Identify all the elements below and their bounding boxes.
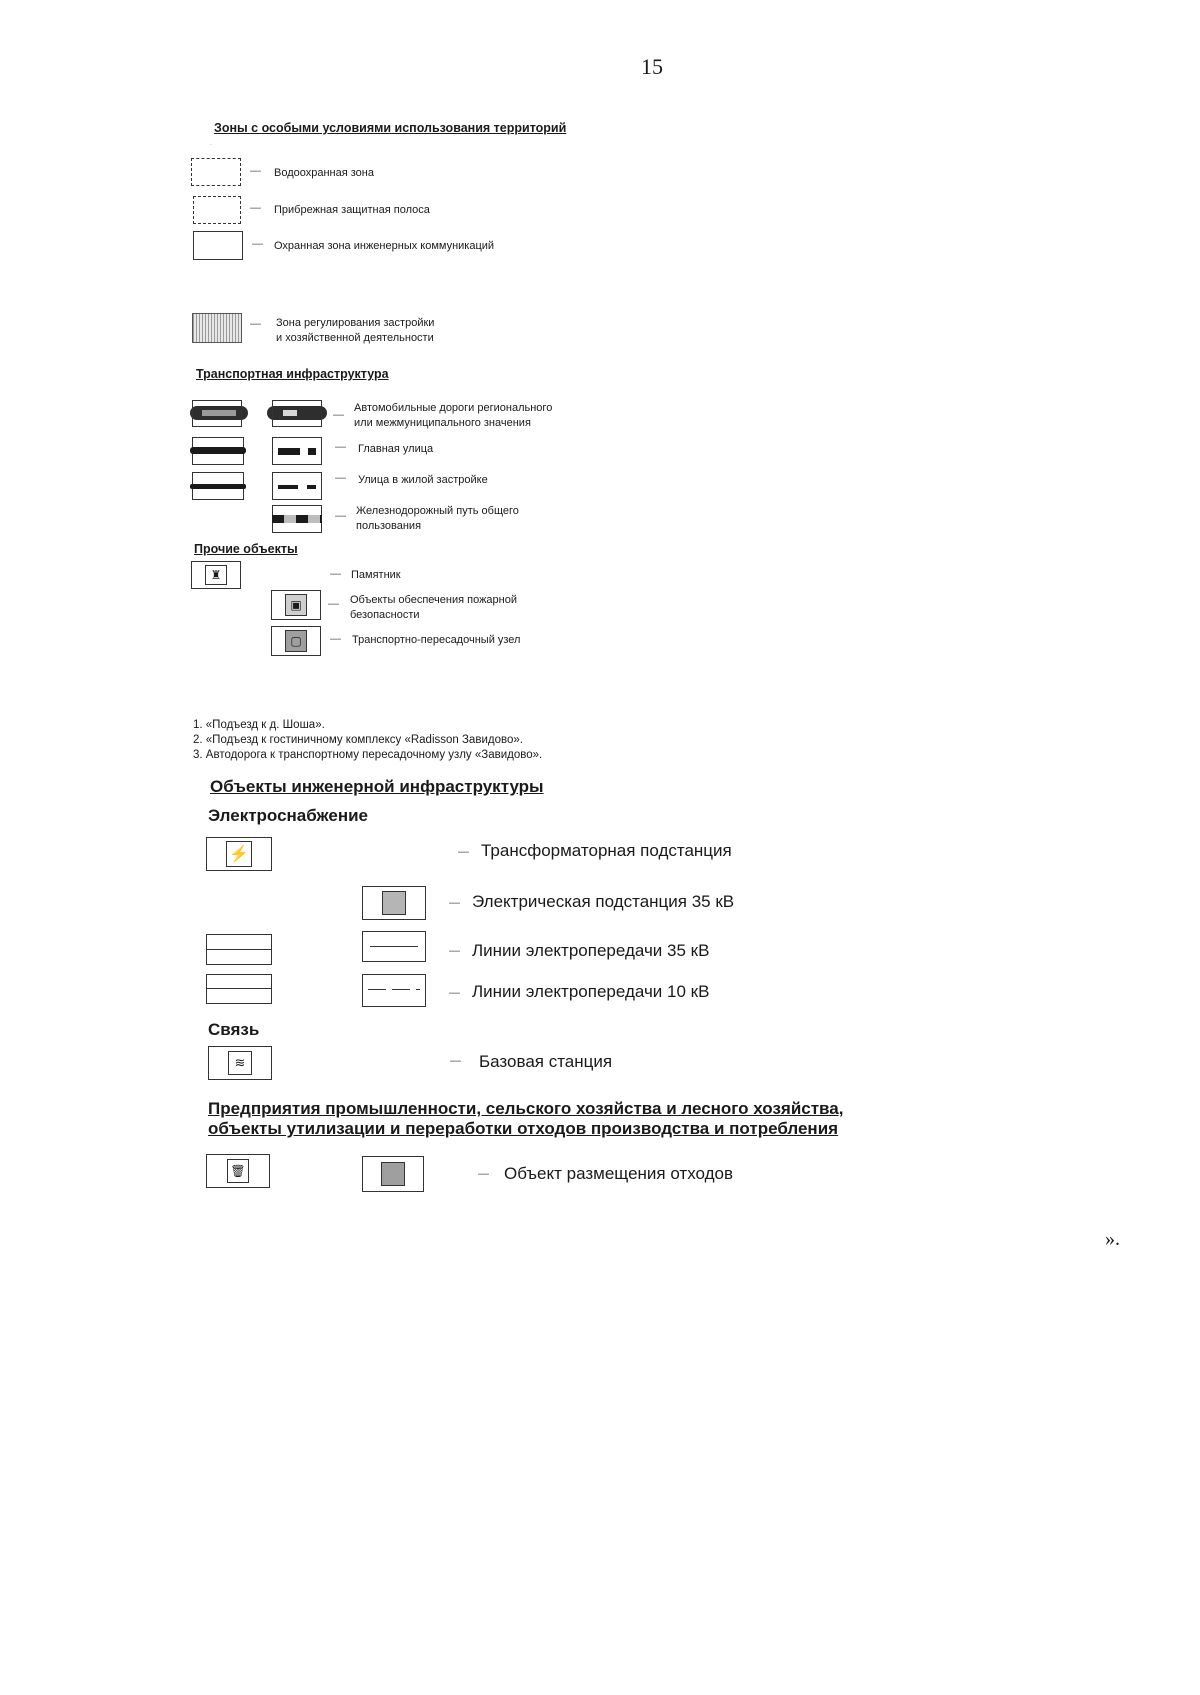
monument-icon: ♜ bbox=[205, 565, 227, 585]
other-label-fire-line2: безопасности bbox=[350, 609, 420, 621]
transport-label-residential-street: Улица в жилой застройке bbox=[358, 474, 488, 486]
residential-street-planned-dash2 bbox=[307, 485, 316, 489]
substation-35kv-frame bbox=[362, 886, 426, 920]
substation-35kv-icon bbox=[382, 891, 406, 915]
power-line-35kv-existing-symbol bbox=[206, 949, 272, 950]
leader-dash: — bbox=[328, 598, 339, 610]
leader-dash: — bbox=[252, 238, 263, 250]
antenna-icon: ≋ bbox=[228, 1051, 252, 1075]
leader-dash: — bbox=[250, 165, 261, 177]
note-2: 2. «Подъезд к гостиничному комплексу «Radisson Завидово». bbox=[193, 734, 523, 746]
coastal-strip-symbol bbox=[193, 196, 241, 224]
water-protection-zone-symbol bbox=[191, 158, 241, 186]
zone-label-regulation-line1: Зона регулирования застройки bbox=[276, 317, 435, 329]
railway-symbol bbox=[272, 515, 322, 523]
power-line-10kv-existing-frame bbox=[206, 974, 272, 1004]
main-street-existing-symbol bbox=[190, 447, 246, 454]
monument-symbol-frame bbox=[191, 561, 241, 589]
zone-label-coastal-strip: Прибрежная защитная полоса bbox=[274, 204, 430, 216]
transport-label-railway-line2: пользования bbox=[356, 520, 422, 532]
power-line-10kv-existing-symbol bbox=[206, 988, 272, 989]
leader-dash: — bbox=[250, 318, 261, 330]
transport-hub-symbol-frame bbox=[271, 626, 321, 656]
main-street-planned-dash2 bbox=[308, 448, 316, 455]
industry-heading-line1: Предприятия промышленности, сельского хозяйства и лесного хозяйства, bbox=[208, 1099, 844, 1118]
other-label-fire-line1: Объекты обеспечения пожарной bbox=[350, 594, 518, 606]
leader-dash: — bbox=[458, 846, 469, 858]
utility-protection-zone-symbol bbox=[193, 231, 243, 260]
waste-site-planned-icon bbox=[381, 1162, 405, 1186]
zone-label-utility-protection: Охранная зона инженерных коммуникаций bbox=[274, 240, 495, 252]
leader-dash: — bbox=[449, 945, 460, 957]
power-heading: Электроснабжение bbox=[208, 806, 368, 825]
leader-dash: — bbox=[250, 202, 261, 214]
power-label-transformer: Трансформаторная подстанция bbox=[481, 841, 732, 860]
transport-hub-icon: ▢ bbox=[285, 630, 307, 652]
trash-bin-icon: 🗑 bbox=[227, 1159, 249, 1183]
power-label-substation-35kv: Электрическая подстанция 35 кВ bbox=[472, 892, 735, 911]
fire-station-icon: ▣ bbox=[285, 594, 307, 616]
leader-dash: — bbox=[450, 1055, 461, 1067]
transport-label-regional-line1: Автомобильные дороги регионального bbox=[354, 402, 553, 414]
power-label-line-35kv: Линии электропередачи 35 кВ bbox=[472, 941, 710, 960]
industry-heading-line2: объекты утилизации и переработки отходов производства и потребления bbox=[208, 1119, 839, 1138]
fire-safety-symbol-frame bbox=[271, 590, 321, 620]
base-station-frame bbox=[208, 1046, 272, 1080]
residential-street-planned-dash1 bbox=[278, 485, 298, 489]
leader-dash: — bbox=[478, 1168, 489, 1180]
transport-label-regional-line2: или межмуниципального значения bbox=[354, 417, 531, 429]
comm-heading: Связь bbox=[208, 1020, 260, 1039]
power-label-line-10kv: Линии электропередачи 10 кВ bbox=[472, 982, 710, 1001]
power-line-10kv-planned-symbol bbox=[368, 989, 420, 990]
development-regulation-zone-symbol bbox=[192, 313, 242, 343]
power-line-35kv-planned-symbol bbox=[370, 946, 418, 947]
leader-dash: — bbox=[330, 633, 341, 645]
waste-site-existing-frame bbox=[206, 1154, 270, 1188]
note-1: 1. «Подъезд к д. Шоша». bbox=[193, 719, 325, 731]
zone-label-regulation-line2: и хозяйственной деятельности bbox=[276, 332, 434, 344]
other-heading: Прочие объекты bbox=[194, 542, 298, 556]
leader-dash: — bbox=[335, 441, 346, 453]
transport-label-railway-line1: Железнодорожный путь общего bbox=[356, 505, 519, 517]
industry-label-waste-site: Объект размещения отходов bbox=[504, 1164, 733, 1183]
other-label-transport-hub: Транспортно-пересадочный узел bbox=[352, 634, 521, 646]
leader-dash: — bbox=[449, 987, 460, 999]
other-label-monument: Памятник bbox=[351, 569, 401, 581]
power-line-10kv-planned-frame bbox=[362, 974, 426, 1007]
note-3: 3. Автодорога к транспортному пересадочному узлу «Завидово». bbox=[193, 749, 543, 761]
transport-heading: Транспортная инфраструктура bbox=[196, 367, 389, 381]
zone-label-water-protection: Водоохранная зона bbox=[274, 167, 374, 179]
leader-dash: — bbox=[333, 409, 344, 421]
waste-site-planned-frame bbox=[362, 1156, 424, 1192]
closing-quote: ». bbox=[1105, 1228, 1120, 1250]
main-street-planned-dash1 bbox=[278, 448, 300, 455]
engineering-heading: Объекты инженерной инфраструктуры bbox=[210, 777, 544, 796]
transport-label-main-street: Главная улица bbox=[358, 443, 434, 455]
transformer-substation-frame bbox=[206, 837, 272, 871]
leader-dash: — bbox=[330, 568, 341, 580]
residential-street-existing-symbol bbox=[190, 484, 246, 489]
leader-dash: — bbox=[449, 897, 460, 909]
legend-tiny-mark: · bbox=[210, 142, 212, 148]
leader-dash: — bbox=[335, 510, 346, 522]
regional-road-existing-frame bbox=[192, 400, 242, 427]
lightning-icon: ⚡ bbox=[226, 841, 252, 867]
regional-road-planned-frame bbox=[272, 400, 322, 427]
page-number: 15 bbox=[641, 54, 663, 79]
zones-heading: Зоны с особыми условиями использования территорий bbox=[214, 121, 567, 135]
leader-dash: — bbox=[335, 472, 346, 484]
comm-label-base-station: Базовая станция bbox=[479, 1052, 613, 1071]
